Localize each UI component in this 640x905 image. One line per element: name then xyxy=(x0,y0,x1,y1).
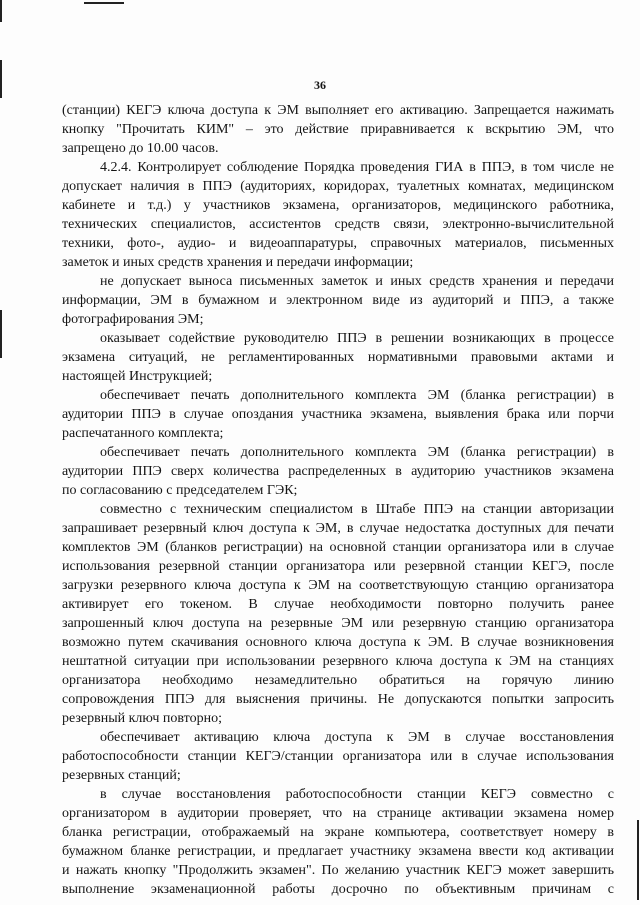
text-line: возможно путем скачивания основного ключа доступа к ЭМ. В случае возникновения xyxy=(62,635,614,650)
text-line: выполнение экзаменационной работы досрочно по объективным причинам с xyxy=(62,882,614,897)
text-line: аудитории ППЭ сверх количества распределенных в аудиторию участников экзамена xyxy=(62,464,614,479)
text-line: бланка регистрации, отображаемый на экране компьютера, соответствует номеру в xyxy=(62,825,614,840)
text-line: 4.2.4. Контролирует соблюдение Порядка проведения ГИА в ППЭ, в том числе не xyxy=(100,160,614,175)
text-line: активирует его токеном. В случае необходимости повторно получить ранее xyxy=(62,597,614,612)
text-line: технических специалистов, ассистентов средств связи, электронно-вычислительной xyxy=(62,217,614,232)
text-line: оказывает содействие руководителю ППЭ в решении возникающих в процессе xyxy=(100,331,614,346)
text-line: резервных станций; xyxy=(62,768,181,783)
text-line: резервный ключ повторно; xyxy=(62,711,222,726)
text-line: обеспечивает печать дополнительного комплекта ЭМ (бланка регистрации) в xyxy=(100,388,614,403)
text-line: запрашивает резервный ключ доступа к ЭМ, в случае недостатка доступных для печати xyxy=(62,521,614,536)
page-number: 36 xyxy=(314,78,326,92)
text-line: загрузки резервного ключа доступа к ЭМ на соответствующую станцию организатора xyxy=(62,578,614,593)
text-line: запрошенный ключ доступа на резервные ЭМ или резервную станцию организатора xyxy=(62,616,614,631)
text-line: использования резервной станции организатора или резервной станции КЕГЭ, после xyxy=(62,559,614,574)
text-line: не допускает выноса письменных заметок и иных средств хранения и передачи xyxy=(100,274,614,289)
text-line: техники, фото-, аудио- и видеоаппаратуры, справочных материалов, письменных xyxy=(62,236,614,251)
text-line: бумажном бланке регистрации, и предлагает участнику экзамена ввести код активации xyxy=(62,844,614,859)
text-line: запрещено до 10.00 часов. xyxy=(62,141,219,156)
text-line: сопровождения ППЭ для выяснения причины. Не допускаются попытки запросить xyxy=(62,692,614,707)
text-line: работоспособности станции КЕГЭ/станции организатора или в случае использования xyxy=(62,749,614,764)
text-line: допускает наличия в ППЭ (аудиториях, коридорах, туалетных комнатах, медицинском xyxy=(62,179,614,194)
scan-mark-left-low xyxy=(0,310,2,358)
scan-mark-left-top xyxy=(0,0,2,22)
text-line: обеспечивает активацию ключа доступа к ЭМ в случае восстановления xyxy=(100,730,614,745)
text-line: распечатанного комплекта; xyxy=(62,426,224,441)
text-line: (станции) КЕГЭ ключа доступа к ЭМ выполняет его активацию. Запрещается нажимать xyxy=(62,103,614,118)
text-line: нештатной ситуации при использовании резервного ключа доступа к ЭМ на станциях xyxy=(62,654,614,669)
text-line: фотографирования ЭМ; xyxy=(62,312,204,327)
text-line: организатора необходимо незамедлительно обратиться на горячую линию xyxy=(62,673,614,688)
text-line: и нажать кнопку "Продолжить экзамен". По желанию участник КЕГЭ может завершить xyxy=(62,863,614,878)
text-line: по согласованию с председателем ГЭК; xyxy=(62,483,298,498)
text-line: в случае восстановления работоспособности станции КЕГЭ совместно с xyxy=(100,787,614,802)
text-line: информации, ЭМ в бумажном и электронном виде из аудиторий и ППЭ, а также xyxy=(62,293,614,308)
text-line: кнопку "Прочитать КИМ" – это действие приравнивается к вскрытию ЭМ, что xyxy=(62,122,614,137)
scan-mark-top xyxy=(84,2,124,4)
text-line: заметок и иных средств хранения и передачи информации; xyxy=(62,255,414,270)
text-line: обеспечивает печать дополнительного комплекта ЭМ (бланка регистрации) в xyxy=(100,445,614,460)
text-line: аудитории ППЭ в случае опоздания участника экзамена, выявления брака или порчи xyxy=(62,407,614,422)
text-line: кабинете и т.д.) у участников экзамена, организаторов, медицинского работника, xyxy=(62,198,614,213)
text-line: настоящей Инструкцией; xyxy=(62,369,213,384)
document-body xyxy=(62,101,614,899)
scan-mark-right-low xyxy=(637,820,639,900)
text-line: организатором в аудитории проверяет, что на странице активации экзамена номер xyxy=(62,806,614,821)
text-line: совместно с техническим специалистом в Штабе ППЭ на станции авторизации xyxy=(100,502,614,517)
text-line: экзамена ситуаций, не регламентированных нормативными правовыми актами и xyxy=(62,350,614,365)
text-line: комплектов ЭМ (бланков регистрации) на основной станции организатора или в случае xyxy=(62,540,614,555)
